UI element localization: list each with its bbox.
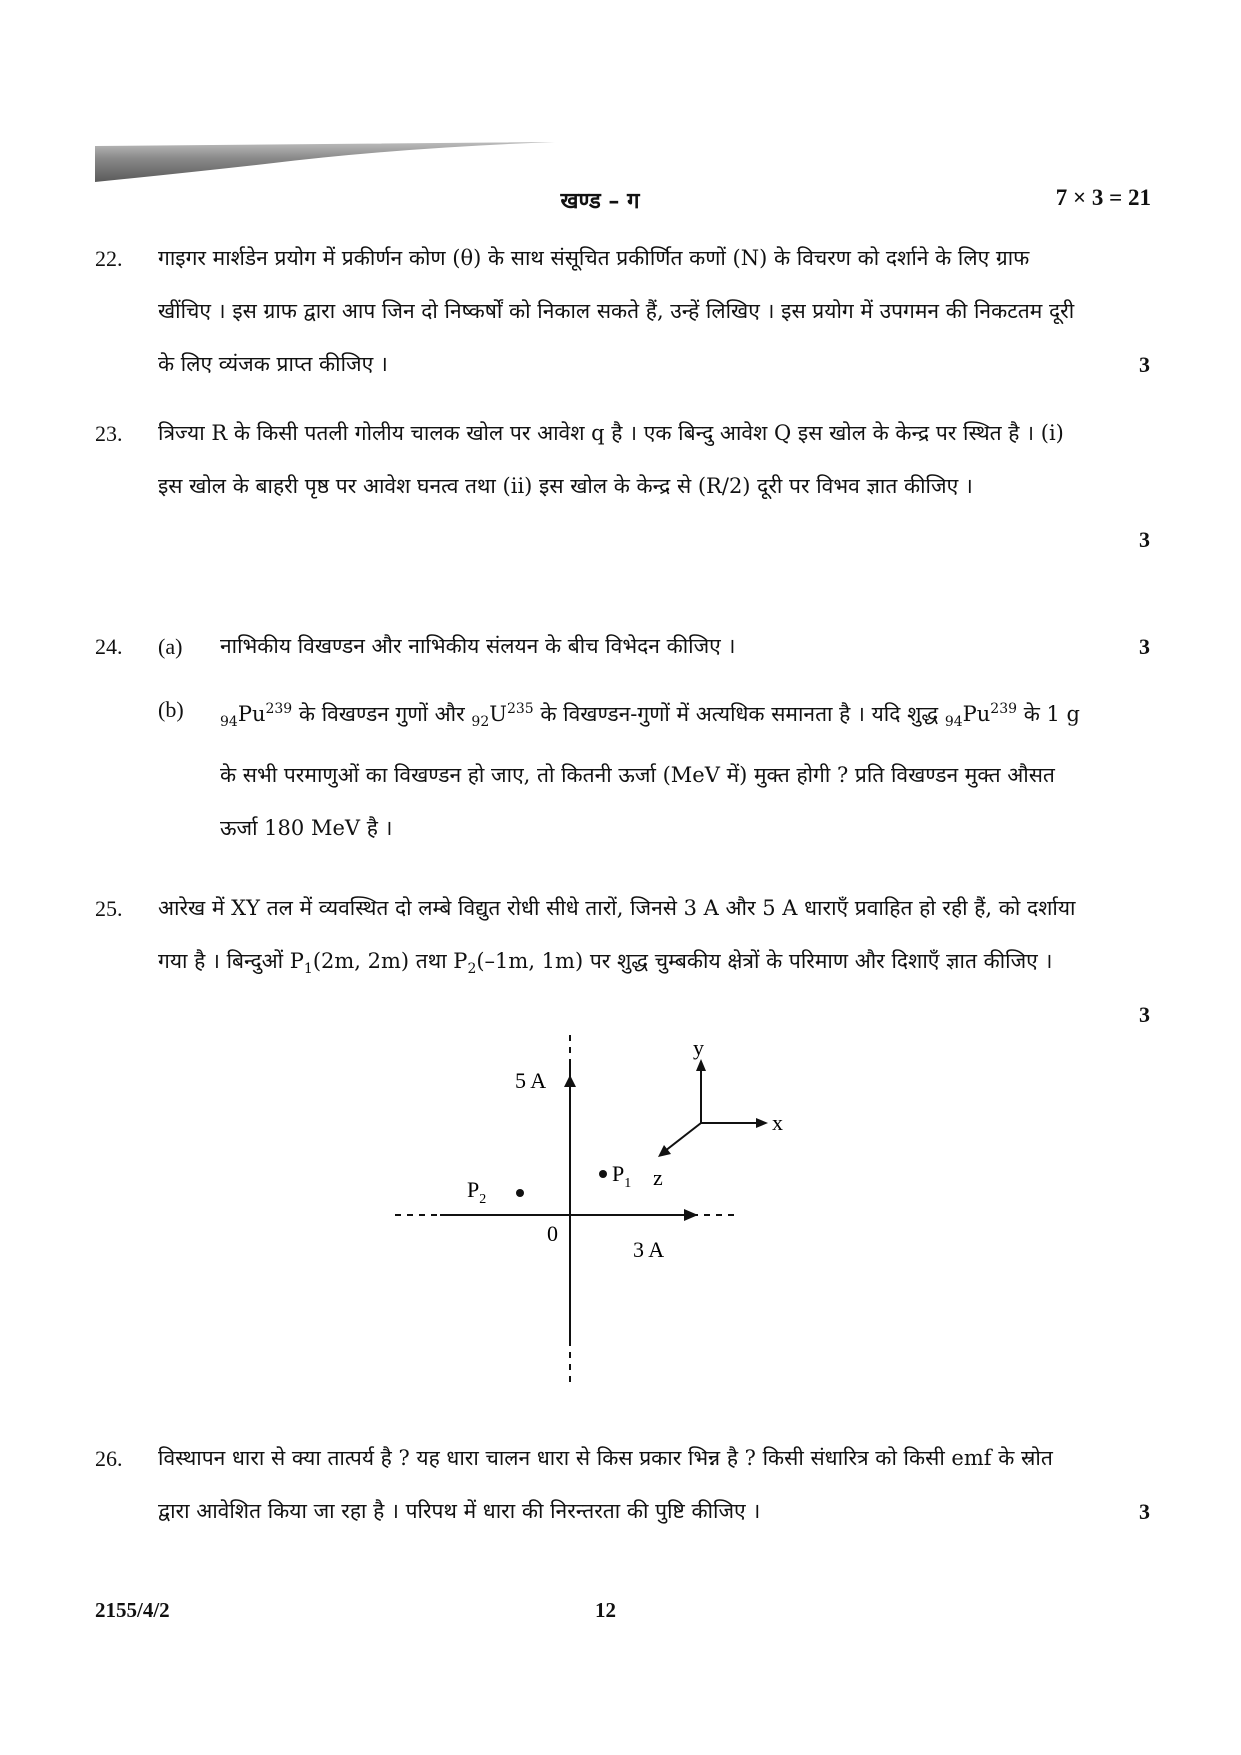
sub-label: (a) [158, 634, 183, 659]
section-title: खण्ड – ग [560, 188, 640, 214]
question-number: 26. [95, 1446, 123, 1471]
question-22 [95, 232, 1150, 391]
question-number: 22. [95, 246, 123, 271]
question-marks: 3 [1139, 352, 1150, 377]
question-marks: 3 [1139, 527, 1150, 552]
sub-text: $_{94}Pu^{239}$ के विखण्डन गुणों और $_{92}U^{235}$ के विखण्डन-गुणों में अत्यधिक समानता है । यदि शुद्ध $_{94}Pu^{239}$ के 1 g के सभी परमाणुओं का विखण्डन हो जाए, तो कितनी ऊर्जा (MeV में) मुक्त होगी ? प्रति विखण्डन मुक्त औसत ऊर्जा 180 MeV है । [220, 701, 1080, 841]
question-marks: 3 [1139, 634, 1150, 659]
label-5a: 5 A [515, 1068, 547, 1093]
z-axis [665, 1123, 701, 1151]
question-text: त्रिज्या R के किसी पतली गोलीय चालक खोल पर आवेश q है । एक बिन्दु आवेश Q इस खोल के केन्द्र पर स्थित है । (i) इस खोल के बाहरी पृष्ठ पर आवेश घनत्व तथा (ii) इस खोल के केन्द्र से (R/2) दूरी पर विभव ज्ञात कीजिए । [158, 421, 1064, 498]
label-3a: 3 A [633, 1237, 665, 1262]
axis-label-y: y [693, 1035, 704, 1060]
wires-diagram [390, 1035, 810, 1395]
paper-code: 2155/4/2 [95, 1598, 170, 1622]
question-24 [95, 620, 1150, 855]
current-5a-arrow [564, 1075, 576, 1087]
header-banner [95, 142, 555, 182]
question-25 [95, 882, 1150, 1027]
point-p2 [516, 1189, 524, 1197]
question-text: गाइगर मार्शडेन प्रयोग में प्रकीर्णन कोण (θ) के साथ संसूचित प्रकीर्णित कणों (N) के विचरण को दर्शाने के लिए ग्राफ खींचिए । इस ग्राफ द्वारा आप जिन दो निष्कर्षों को निकाल सकते हैं, उन्हें लिखिए । इस प्रयोग में उपगमन की निकटतम दूरी के लिए व्यंजक प्राप्त कीजिए । [158, 246, 1075, 376]
y-axis-arrowhead [696, 1059, 706, 1071]
sub-text: नाभिकीय विखण्डन और नाभिकीय संलयन के बीच विभेदन कीजिए । [220, 634, 736, 658]
marks-formula: 7 × 3 = 21 [1055, 185, 1151, 210]
question-text: विस्थापन धारा से क्या तात्पर्य है ? यह धारा चालन धारा से किस प्रकार भिन्न है ? किसी संधारित्र को किसी emf के स्रोत द्वारा आवेशित किया जा रहा है । परिपथ में धारा की निरन्तरता की पुष्टि कीजिए । [158, 1446, 1053, 1523]
point-p1 [599, 1170, 607, 1178]
question-23 [95, 407, 1150, 552]
question-text: आरेख में XY तल में व्यवस्थित दो लम्बे विद्युत रोधी सीधे तारों, जिनसे 3 A और 5 A धाराएँ प्रवाहित हो रही हैं, को दर्शाया गया है । बिन्दुओं $P_1(2m$, 2m) तथा $P_2(-1m$, 1m) पर शुद्ध चुम्बकीय क्षेत्रों के परिमाण और दिशाएँ ज्ञात कीजिए । [158, 896, 1076, 978]
label-p1: $P_1$ [612, 1161, 632, 1191]
sub-question-b [158, 683, 1088, 855]
question-marks: 3 [1139, 1499, 1150, 1524]
question-26 [95, 1432, 1150, 1538]
question-marks: 3 [1139, 1002, 1150, 1027]
page-number: 12 [595, 1598, 616, 1622]
axis-label-x: x [772, 1110, 783, 1135]
current-3a-arrow [684, 1209, 698, 1221]
label-origin: 0 [547, 1221, 558, 1246]
x-axis-arrowhead [756, 1118, 768, 1128]
question-number: 25. [95, 896, 123, 921]
sub-label: (b) [158, 697, 184, 722]
sub-question-a [158, 620, 1088, 673]
label-p2: $P_2$ [467, 1177, 487, 1207]
axis-label-z: z [653, 1165, 663, 1190]
question-number: 23. [95, 421, 123, 446]
question-number: 24. [95, 634, 123, 659]
